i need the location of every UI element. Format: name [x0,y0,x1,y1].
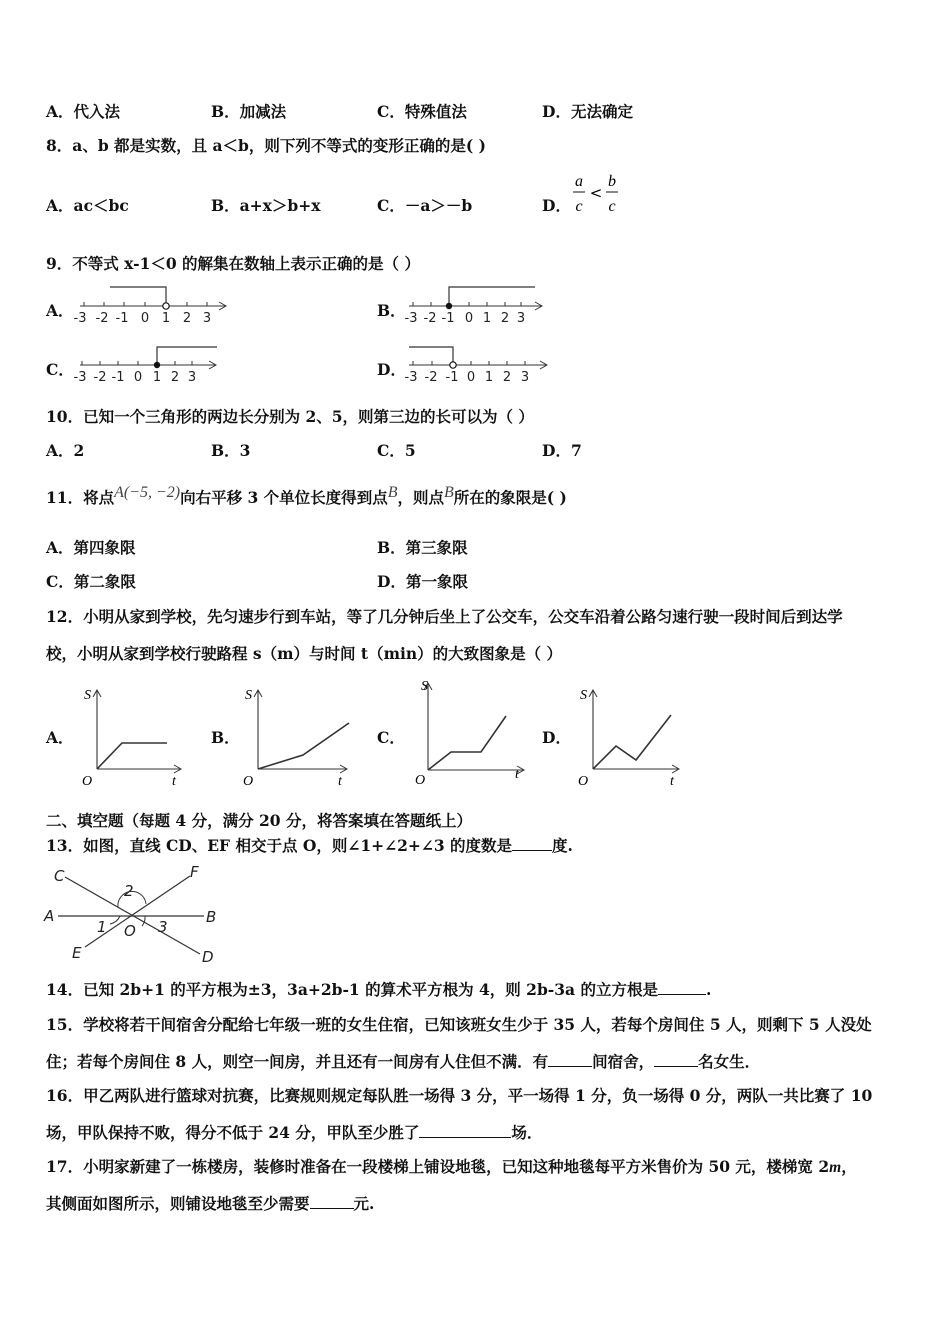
label-c: C [54,867,65,885]
q15-line-1: 15．学校将若干间宿舍分配给七年级一班的女生住宿，已知该班女生少于 35 人，若每个房间住 5 人，则剩下 5 人没处 [46,1015,872,1034]
frac-num-2: b [608,173,616,190]
q10-option-c: C．5 [377,441,416,460]
axis-label-s: S [421,679,428,694]
tick-label: -3 [404,311,418,326]
q10-stem: 10．已知一个三角形的两边长分别为 2、5，则第三边的长可以为（ ） [46,407,534,426]
q9-option-b: B． [377,301,406,320]
q12-option-d: D． [542,728,571,747]
q7-option-c: C．特殊值法 [377,102,467,121]
q15-text: 名女生． [698,1052,761,1071]
q11-option-d: D．第一象限 [377,572,468,591]
q7-option-b: B．加减法 [211,102,287,121]
q17-text: 元. [353,1194,375,1213]
tick-label: 1 [152,370,162,385]
q11-text: ，则点 [397,488,444,507]
answer-blank[interactable] [310,1194,354,1209]
closed-circle [446,303,452,309]
q12-graph-c [403,674,531,789]
q13-text: 13．如图，直线 CD、EF 相交于点 O，则∠1+∠2+∠3 的度数是 [46,836,513,855]
q10-option-d: D．7 [542,441,582,460]
q8-option-a: A．ac＜bc [46,196,129,215]
frac-relation: < [589,184,603,202]
q7-option-a: A．代入法 [46,102,121,121]
q9-option-a: A． [46,301,74,320]
tick-label: 3 [520,370,530,385]
q12-line-2: 校，小明从家到学校行驶路程 s（m）与时间 t（min）的大致图象是（ ） [46,644,563,663]
q17-line-1 [46,1157,857,1178]
axis-label-s: S [84,688,91,703]
q8-option-b: B．a+x＞b+x [211,196,321,215]
section-heading: 二、填空题（每题 4 分，满分 20 分，将答案填在答题纸上） [46,811,472,830]
q15-text: 间宿舍， [592,1052,655,1071]
graph-line [97,743,167,769]
q14-text: 14．已知 2b+1 的平方根为±3，3a+2b-1 的算术平方根为 4，则 2b-3a 的立方根是 [46,980,658,999]
tick-label: -3 [73,311,87,326]
label-angle-3: 3 [158,918,168,936]
q11-point-a: A(−5, −2) [114,484,181,501]
q16-text: 场，甲队保持不败，得分不低于 24 分，甲队至少胜了 [46,1123,420,1142]
frac-den-2: c [608,198,616,215]
q12-graph-a [72,683,187,793]
q11-stem [46,484,567,509]
tick-label: 2 [502,370,512,385]
q11-option-c: C．第二象限 [46,572,136,591]
label-angle-1: 1 [97,918,107,936]
axis-label-t: t [670,774,674,789]
q12-option-c: C． [377,728,405,747]
answer-blank[interactable] [419,1123,511,1138]
q17-text: 17．小明家新建了一栋楼房，装修时准备在一段楼梯上铺设地毯，已知这种地毯每平方米售价为 50 元，楼梯宽 2 [46,1157,830,1176]
q12-line-1: 12．小明从家到学校，先匀速步行到车站，等了几分钟后坐上了公交车，公交车沿着公路匀速行驶一段时间后到达学 [46,607,843,626]
label-o: O [124,922,136,940]
label-f: F [190,863,199,881]
answer-blank[interactable] [548,1052,592,1067]
tick-label: -1 [445,370,459,385]
axis-label-s: S [580,688,587,703]
tick-label: 3 [202,311,212,326]
q14-text: . [705,980,712,999]
tick-label: -2 [424,370,438,385]
tick-label: -1 [115,311,129,326]
tick-label: -3 [404,370,418,385]
q10-option-a: A．2 [46,441,85,460]
tick-label: 2 [170,370,180,385]
q11-option-a: A．第四象限 [46,538,136,557]
q9-numberline-a [70,282,235,326]
tick-label: -2 [93,370,107,385]
q11-option-b: B．第三象限 [377,538,468,557]
answer-blank[interactable] [658,980,706,995]
q17-text: ， [841,1157,857,1176]
q8-option-c: C．－a＞－b [377,196,473,215]
q16-line-1: 16．甲乙两队进行篮球对抗赛，比赛规则规定每队胜一场得 3 分，平一场得 1 分，负一场得 0 分，两队一共比赛了 10 [46,1086,873,1105]
q17-unit: m [829,1159,842,1176]
q15-text: 住；若每个房间住 8 人，则空一间房，并且还有一间房有人住但不满．有 [46,1052,549,1071]
tick-label: 0 [133,370,143,385]
q15-line-2 [46,1052,760,1072]
tick-label: 1 [484,370,494,385]
q17-line-2 [46,1194,374,1214]
label-e: E [72,944,82,962]
answer-blank[interactable] [512,836,552,851]
graph-line [258,723,349,769]
tick-label: 1 [482,311,492,326]
q11-text: 11．将点 [46,488,115,507]
tick-label: 0 [466,370,476,385]
q16-line-2 [46,1123,542,1143]
q8-option-d: D． [542,196,571,215]
q9-option-c: C． [46,360,74,379]
tick-label: 2 [500,311,510,326]
q9-option-d: D． [377,360,406,379]
q13-diagram [40,862,225,967]
tick-label: -1 [111,370,125,385]
q13-stem [46,836,573,856]
origin-label: O [578,774,589,789]
tick-label: -3 [73,370,87,385]
q9-stem: 9．不等式 x-1＜0 的解集在数轴上表示正确的是（ ） [46,254,420,273]
q17-text: 其侧面如图所示，则铺设地毯至少需要 [46,1194,310,1213]
label-angle-2: 2 [124,882,134,900]
tick-label: 0 [464,311,474,326]
open-circle [450,362,456,368]
label-d: D [202,948,214,966]
q9-numberline-c [70,341,225,385]
q11-point-b: B [387,484,398,501]
origin-label: O [415,773,426,788]
tick-label: 3 [187,370,197,385]
tick-label: 3 [516,311,526,326]
origin-label: O [243,774,254,789]
q12-option-a: A． [46,728,74,747]
q11-text: 所在的象限是( ) [453,488,567,507]
q9-numberline-d [403,341,553,385]
answer-blank[interactable] [654,1052,698,1067]
q7-option-d: D．无法确定 [542,102,633,121]
q12-option-b: B． [211,728,240,747]
q11-text: 向右平移 3 个单位长度得到点 [180,488,388,507]
tick-label: 1 [161,311,171,326]
origin-label: O [82,774,93,789]
graph-line [428,716,506,770]
q16-text: 场． [511,1123,543,1142]
q12-graph-d [568,683,686,793]
tick-label: 2 [182,311,192,326]
open-circle [163,303,169,309]
q8-stem: 8．a、b 都是实数，且 a＜b，则下列不等式的变形正确的是( ) [46,136,486,155]
q9-numberline-b [403,282,548,326]
frac-den-1: c [575,198,583,215]
line-ef [85,876,190,947]
q8-fraction-inequality [570,170,630,220]
tick-label: -1 [441,311,455,326]
q12-graph-b [233,683,353,793]
label-b: B [206,908,217,926]
tick-label: -2 [423,311,437,326]
axis-label-s: S [245,688,252,703]
label-a: A [44,907,55,925]
closed-circle [154,362,160,368]
tick-label: 0 [140,311,150,326]
q14-stem [46,980,711,1000]
q11-point-b: B [444,484,454,501]
frac-num-1: a [575,173,583,190]
axis-label-t: t [172,774,176,789]
graph-line [593,715,671,769]
tick-label: -2 [95,311,109,326]
axis-label-t: t [515,767,519,782]
axis-label-t: t [338,774,342,789]
q10-option-b: B．3 [211,441,251,460]
q13-text: 度. [552,836,573,855]
